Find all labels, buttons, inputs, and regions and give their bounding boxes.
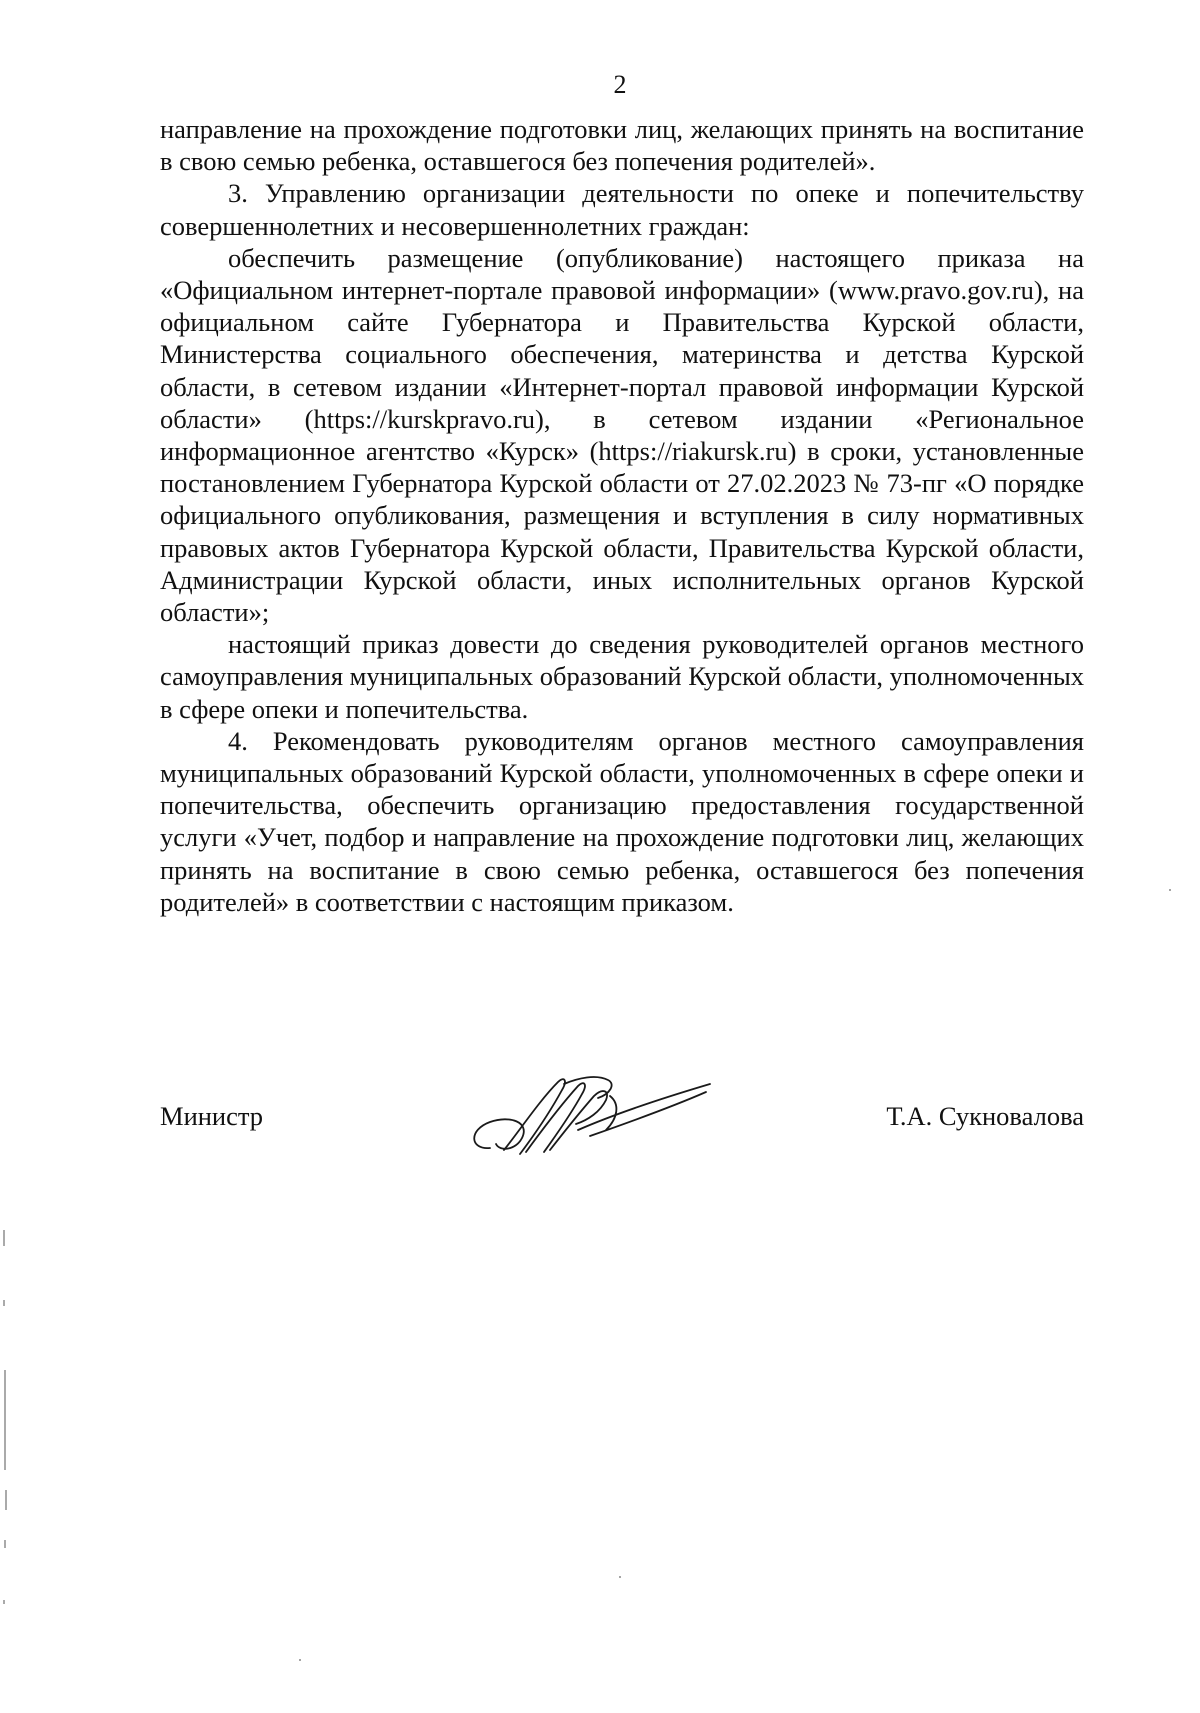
- paragraph-item-4: 4. Рекомендовать руководителям органов местного самоуправления муниципальных образований Курской области, уполномоченных в сфере опеки и попечительства, обеспечить организацию предоставления государственной услуги «Учет, подбор и направление на прохождение подготовки лиц, желающих принять на воспитание в свою семью ребенка, оставшегося без попечения родителей» в соответствии с настоящим приказом.: [160, 725, 1084, 917]
- paragraph-notification: настоящий приказ довести до сведения руководителей органов местного самоуправления муниципальных образований Курской области, уполномоченных в сфере опеки и попечительства.: [160, 629, 1084, 724]
- handwritten-signature: [460, 1060, 720, 1170]
- scan-margin-marks: [0, 1220, 12, 1620]
- signatory-name: Т.А. Сукновалова: [886, 1101, 1084, 1131]
- signature-block: [160, 1080, 1084, 1190]
- document-body: [160, 113, 1084, 918]
- signatory-title: Министр: [160, 1101, 264, 1131]
- paragraph-continuation: направление на прохождение подготовки лиц, желающих принять на воспитание в свою семью ребенка, оставшегося без попечения родителей».: [160, 114, 1084, 177]
- page-number: 2: [613, 70, 627, 99]
- paragraph-publication: обеспечить размещение (опубликование) настоящего приказа на «Официальном интернет-портале правовой информации» (www.pravo.gov.ru), на официальном сайте Губернатора и Правительства Курской области, Министерства социального обеспечения, материнства и детства Курской области, в сетевом издании «Интернет-портал правовой информации Курской области» (https://kurskpravo.ru), в сетевом издании «Региональное информационное агентство «Курск» (https://riakursk.ru) в сроки, установленные постановлением Губернатора Курской области от 27.02.2023 № 73-пг «О порядке официального опубликования, размещения и вступления в силу нормативных правовых актов Губернатора Курской области, Правительства Курской области, Администрации Курской области, иных исполнительных органов Курской области»;: [160, 242, 1084, 628]
- paragraph-item-3: 3. Управлению организации деятельности по опеке и попечительству совершеннолетних и несовершеннолетних граждан:: [160, 178, 1084, 241]
